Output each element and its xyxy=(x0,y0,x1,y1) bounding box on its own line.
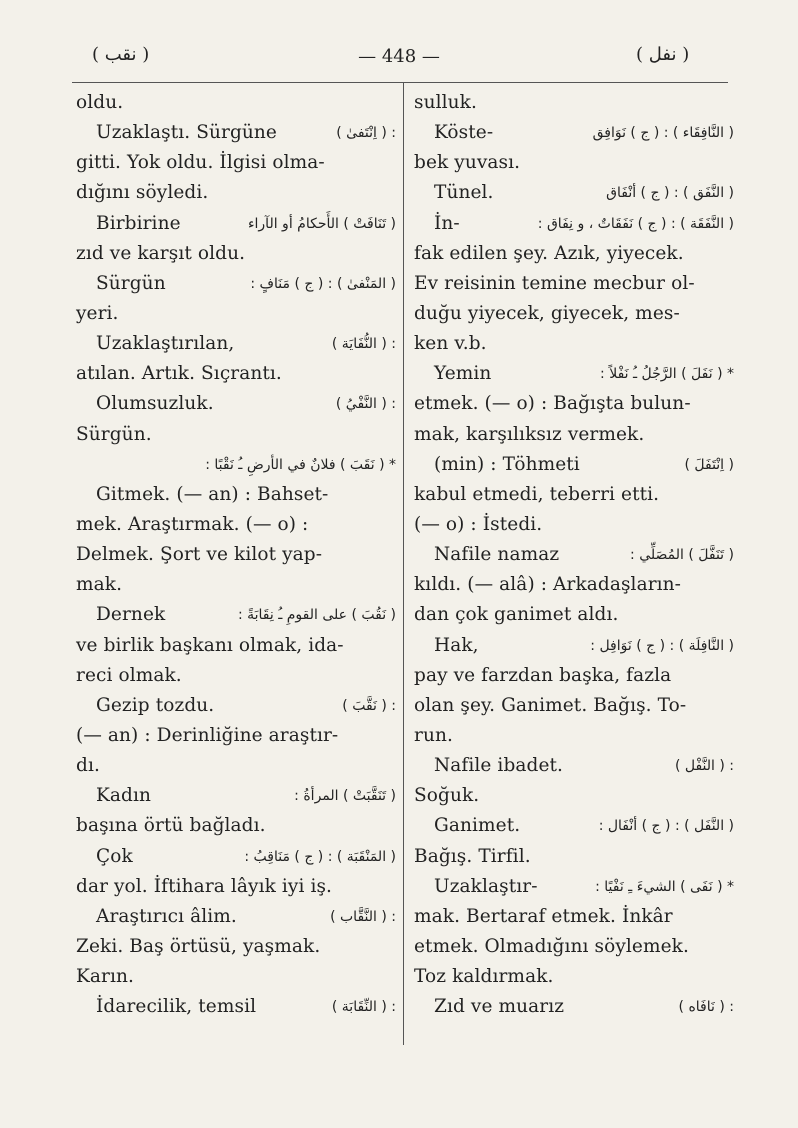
entry-text: yeri. xyxy=(76,302,119,324)
header-rule xyxy=(72,82,728,83)
entry-text: olan şey. Ganimet. Bağış. To- xyxy=(414,694,687,716)
arabic-headword: ( النَّافِلَة ) : ( ج ) نَوَافِل : xyxy=(590,637,734,654)
entry-text: run. xyxy=(414,724,453,746)
entry-text: Sürgün xyxy=(96,272,166,294)
arabic-headword: ( النَّفَق ) : ( ج ) أنْفَاق xyxy=(606,185,734,202)
entry-text: kabul etmedi, teberri etti. xyxy=(414,483,660,505)
entry-text: Soğuk. xyxy=(414,785,480,807)
entry-line xyxy=(414,842,734,872)
entry-line xyxy=(76,209,396,239)
entry-line xyxy=(414,148,734,178)
header-right-entry: ( نفل ) xyxy=(636,44,690,65)
entry-line xyxy=(414,389,734,419)
entry-line xyxy=(76,329,396,359)
entry-line xyxy=(76,962,396,992)
entry-line xyxy=(76,450,396,480)
entry-text: Nafile namaz xyxy=(434,544,560,566)
arabic-headword: * ( نَقَبَ ) فلانٌ في الأرضِ ـُ نَقْبًا : xyxy=(205,456,396,473)
arabic-headword: ( النَّفَل ) : ( ج ) أنْفَال : xyxy=(598,818,734,835)
entry-line xyxy=(414,480,734,510)
entry-text: Sürgün. xyxy=(76,423,152,445)
entry-text: dan çok ganimet aldı. xyxy=(414,604,619,626)
entry-text: (— o) : İstedi. xyxy=(414,513,543,535)
entry-line xyxy=(76,118,396,148)
entry-line xyxy=(76,872,396,902)
arabic-headword: : ( اِنْتَفىٰ ) xyxy=(336,125,396,142)
entry-text: Yemin xyxy=(434,363,492,385)
entry-line xyxy=(414,269,734,299)
arabic-headword: ( تَنَقَّبَتْ ) المرأةُ : xyxy=(294,788,396,805)
arabic-headword: * ( نَفَلَ ) الرَّجُلُ ـُ نَفْلاً : xyxy=(600,366,734,383)
entry-text: Hak, xyxy=(434,634,479,656)
entry-text: Birbirine xyxy=(96,212,181,234)
entry-text: İdarecilik, temsil xyxy=(96,996,257,1018)
entry-text: mak, karşılıksız vermek. xyxy=(414,423,645,445)
left-column xyxy=(76,88,396,1022)
entry-text: ve birlik başkanı olmak, ida- xyxy=(76,634,344,656)
entry-text: sulluk. xyxy=(414,92,477,113)
entry-text: Araştırıcı âlim. xyxy=(96,905,237,927)
header-left-entry: ( نقب ) xyxy=(92,44,150,65)
entry-text: Bağış. Tirfil. xyxy=(414,845,531,867)
entry-line xyxy=(76,420,396,450)
entry-line xyxy=(76,691,396,721)
arabic-headword: ( المَنْقَبَة ) : ( ج ) مَنَاقِبُ : xyxy=(244,848,396,865)
arabic-headword: : ( النَّفْل ) xyxy=(674,758,734,775)
entry-text: Çok xyxy=(96,845,133,867)
entry-line xyxy=(414,721,734,751)
entry-text: mak. xyxy=(76,574,123,596)
entry-text: Köste- xyxy=(434,122,494,144)
entry-line xyxy=(414,691,734,721)
arabic-headword: ( تَنَفَّلَ ) المُصَلِّي : xyxy=(630,547,734,564)
arabic-headword: ( النَّافِقَاء ) : ( ج ) نَوَافِق xyxy=(592,125,734,142)
entry-line xyxy=(414,299,734,329)
entry-text: kıldı. (— alâ) : Arkadaşların- xyxy=(414,574,682,596)
entry-text: atılan. Artık. Sıçrantı. xyxy=(76,363,282,385)
arabic-headword: : ( النَّقَّاب ) xyxy=(330,908,396,925)
entry-text: Delmek. Şort ve kilot yap- xyxy=(76,544,323,566)
entry-text: başına örtü bağladı. xyxy=(76,815,266,837)
entry-line xyxy=(76,811,396,841)
entry-line xyxy=(76,510,396,540)
entry-line xyxy=(76,480,396,510)
arabic-headword: ( المَنْفىٰ ) : ( ج ) مَنَافٍ : xyxy=(250,275,396,292)
entry-text: mek. Araştırmak. (— o) : xyxy=(76,513,309,535)
entry-line xyxy=(414,811,734,841)
entry-line xyxy=(76,661,396,691)
entry-line xyxy=(76,570,396,600)
entry-line xyxy=(414,540,734,570)
entry-text: Uzaklaştı. Sürgüne xyxy=(96,122,277,144)
entry-text: duğu yiyecek, giyecek, mes- xyxy=(414,302,680,324)
entry-text: pay ve farzdan başka, fazla xyxy=(414,664,672,686)
entry-line xyxy=(414,510,734,540)
arabic-headword: ( النَّفَقَة ) : ( ج ) نَفَقَاتٌ ، و نِفَاق : xyxy=(537,215,734,232)
entry-text: İn- xyxy=(434,212,460,234)
entry-line xyxy=(414,178,734,208)
entry-line xyxy=(76,269,396,299)
entry-text: oldu. xyxy=(76,92,124,113)
entry-line xyxy=(76,178,396,208)
entry-line xyxy=(414,570,734,600)
entry-line xyxy=(76,389,396,419)
entry-text: Uzaklaştır- xyxy=(434,875,538,897)
entry-line xyxy=(76,540,396,570)
entry-line xyxy=(414,932,734,962)
column-divider xyxy=(403,83,404,1045)
entry-line xyxy=(76,992,396,1022)
entry-text: Zeki. Baş örtüsü, yaşmak. xyxy=(76,935,321,957)
arabic-headword: ( نَقُبَ ) على القومِ ـُ نِقَابَةً : xyxy=(237,607,396,624)
right-column xyxy=(414,88,734,1022)
entry-line xyxy=(414,239,734,269)
entry-line xyxy=(414,420,734,450)
entry-text: ken v.b. xyxy=(414,333,487,355)
entry-text: Tünel. xyxy=(434,182,494,204)
arabic-headword: : ( النَّفْيُ ) xyxy=(335,396,396,413)
entry-text: dığını söyledi. xyxy=(76,182,209,204)
entry-line xyxy=(76,600,396,630)
entry-line xyxy=(76,902,396,932)
arabic-headword: : ( النِّقَابَة ) xyxy=(331,999,396,1016)
entry-line xyxy=(76,148,396,178)
entry-text: Gezip tozdu. xyxy=(96,694,215,716)
entry-text: etmek. (— o) : Bağışta bulun- xyxy=(414,393,691,415)
entry-text: Olumsuzluk. xyxy=(96,393,214,415)
page-number: — 448 — xyxy=(358,46,440,67)
entry-text: zıd ve karşıt oldu. xyxy=(76,242,246,264)
entry-line xyxy=(414,329,734,359)
entry-line xyxy=(414,88,734,118)
entry-line xyxy=(414,600,734,630)
arabic-headword: : ( نَقَّبَ ) xyxy=(342,697,396,714)
entry-line xyxy=(414,751,734,781)
entry-text: (— an) : Derinliğine araştır- xyxy=(76,724,339,746)
entry-line xyxy=(76,631,396,661)
entry-line xyxy=(414,781,734,811)
entry-line xyxy=(76,932,396,962)
entry-line xyxy=(414,872,734,902)
entry-line xyxy=(76,721,396,751)
arabic-headword: : ( النُّفَايَة ) xyxy=(331,336,396,353)
entry-line xyxy=(414,631,734,661)
entry-line xyxy=(76,842,396,872)
entry-line xyxy=(414,118,734,148)
entry-line xyxy=(414,359,734,389)
entry-line xyxy=(76,781,396,811)
entry-text: dı. xyxy=(76,755,100,777)
entry-text: Gitmek. (— an) : Bahset- xyxy=(96,483,329,505)
arabic-headword: ( تَنَافَتْ ) الأَحكامُ أو الآراء xyxy=(247,215,396,232)
arabic-headword: : ( نَافَاه ) xyxy=(678,999,734,1016)
entry-text: reci olmak. xyxy=(76,664,182,686)
entry-text: fak edilen şey. Azık, yiyecek. xyxy=(414,242,684,264)
entry-line xyxy=(414,661,734,691)
entry-line xyxy=(414,209,734,239)
arabic-headword: ( اِنْتَفَلَ ) xyxy=(684,456,734,473)
entry-text: Karın. xyxy=(76,966,135,988)
entry-line xyxy=(414,962,734,992)
entry-text: Ganimet. xyxy=(434,815,521,837)
entry-line xyxy=(414,450,734,480)
entry-text: Dernek xyxy=(96,604,166,626)
entry-text: Kadın xyxy=(96,785,152,807)
entry-text: Ev reisinin temine mecbur ol- xyxy=(414,272,695,294)
entry-text: Uzaklaştırılan, xyxy=(96,333,235,355)
entry-text: mak. Bertaraf etmek. İnkâr xyxy=(414,905,673,927)
entry-line xyxy=(414,992,734,1022)
entry-line xyxy=(76,359,396,389)
arabic-headword: * ( نَفَى ) الشيءَ ـِ نَفْيًا : xyxy=(595,878,734,895)
entry-line xyxy=(414,902,734,932)
entry-text: (min) : Töhmeti xyxy=(434,453,580,475)
entry-text: Zıd ve muarız xyxy=(434,996,565,1018)
entry-text: etmek. Olmadığını söylemek. xyxy=(414,935,689,957)
entry-text: gitti. Yok oldu. İlgisi olma- xyxy=(76,152,325,174)
entry-line xyxy=(76,299,396,329)
entry-line xyxy=(76,88,396,118)
entry-text: bek yuvası. xyxy=(414,152,521,174)
entry-text: dar yol. İftihara lâyık iyi iş. xyxy=(76,875,333,897)
entry-line xyxy=(76,239,396,269)
entry-line xyxy=(76,751,396,781)
entry-text: Nafile ibadet. xyxy=(434,755,564,777)
entry-text: Toz kaldırmak. xyxy=(414,966,554,988)
